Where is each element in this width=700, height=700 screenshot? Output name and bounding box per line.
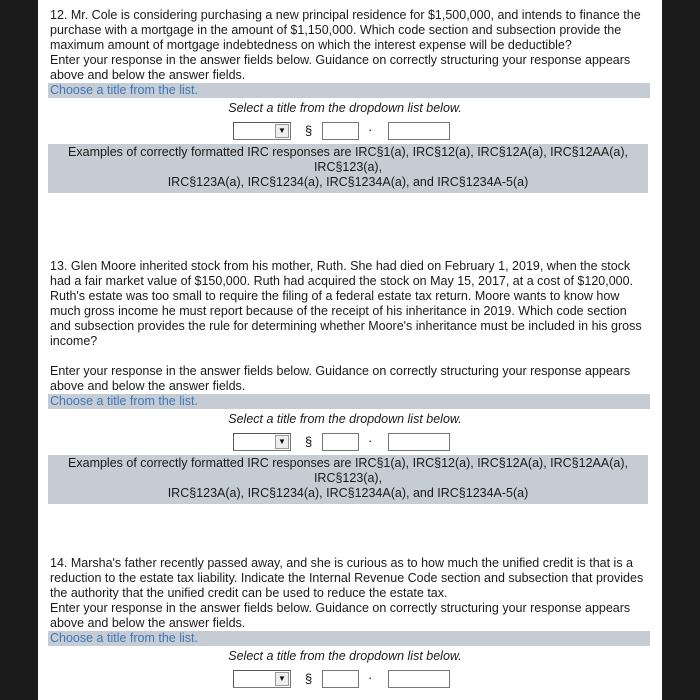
section-symbol: § bbox=[305, 123, 313, 138]
title-dropdown[interactable] bbox=[233, 122, 291, 140]
separator-dot: · bbox=[368, 670, 373, 685]
question-13 bbox=[50, 259, 650, 504]
subsection-input[interactable] bbox=[388, 122, 450, 140]
question-12 bbox=[50, 8, 650, 193]
answer-instruction: Enter your response in the answer fields below. Guidance on correctly structuring your response appears above and below the answer fields. bbox=[50, 364, 631, 393]
question-text: 13. Glen Moore inherited stock from his mother, Ruth. She had died on February 1, 2019, when the stock had a fair market value of $150,000. Ruth had acquired the stock on May 15, 2017, at a cost of $120,000. Ruth's estate was too small to require the filing of a federal estate tax return. Moore wants to know how much gross income he must report because of the receipt of his inheritance in 2019. Which code section and subsection provides the rule for determining whether Moore's inheritance must be included in his gross income? bbox=[50, 259, 642, 348]
question-14 bbox=[50, 556, 650, 692]
section-number-input[interactable] bbox=[322, 670, 359, 688]
format-examples bbox=[48, 144, 648, 193]
dropdown-arrow-icon[interactable]: ▼ bbox=[275, 672, 289, 686]
section-symbol: § bbox=[305, 434, 313, 449]
dropdown-arrow-icon[interactable]: ▼ bbox=[275, 124, 289, 138]
question-text: 12. Mr. Cole is considering purchasing a new principal residence for $1,500,000, and intends to finance the purchase with a mortgage in the amount of $1,150,000. Which code section and subsection provide the maximum amount of mortgage indebtedness on which the interest expense will be deductible? bbox=[50, 8, 641, 52]
format-examples bbox=[48, 455, 648, 504]
answer-instruction: Enter your response in the answer fields below. Guidance on correctly structuring your response appears above and below the answer fields. bbox=[50, 53, 631, 82]
answer-instruction: Enter your response in the answer fields below. Guidance on correctly structuring your response appears above and below the answer fields. bbox=[50, 601, 631, 630]
subsection-input[interactable] bbox=[388, 670, 450, 688]
select-instruction: Select a title from the dropdown list below. bbox=[228, 649, 462, 663]
answer-row bbox=[50, 120, 650, 144]
section-number-input[interactable] bbox=[322, 122, 359, 140]
select-instruction: Select a title from the dropdown list below. bbox=[228, 101, 462, 115]
title-prompt-bar: Choose a title from the list. bbox=[48, 394, 650, 409]
select-instruction: Select a title from the dropdown list below. bbox=[228, 412, 462, 426]
section-symbol: § bbox=[305, 671, 313, 686]
answer-row bbox=[50, 668, 650, 692]
examples-line-2: IRC§123A(a), IRC§1234(a), IRC§1234A(a), and IRC§1234A-5(a) bbox=[167, 175, 529, 189]
dropdown-arrow-icon[interactable]: ▼ bbox=[275, 435, 289, 449]
title-prompt-bar: Choose a title from the list. bbox=[48, 83, 650, 98]
examples-line-1: Examples of correctly formatted IRC responses are IRC§1(a), IRC§12(a), IRC§12A(a), IRC§12AA(a), IRC§123(a), bbox=[68, 145, 628, 174]
subsection-input[interactable] bbox=[388, 433, 450, 451]
title-prompt-bar: Choose a title from the list. bbox=[48, 631, 650, 646]
question-text: 14. Marsha's father recently passed away, and she is curious as to how much the unified credit is that is a reduction to the estate tax liability. Indicate the Internal Revenue Code section and subsection that provides the authority that the unified credit can be used to reduce the estate tax. bbox=[50, 556, 644, 600]
title-dropdown[interactable] bbox=[233, 670, 291, 688]
separator-dot: · bbox=[368, 122, 373, 137]
examples-line-2: IRC§123A(a), IRC§1234(a), IRC§1234A(a), and IRC§1234A-5(a) bbox=[167, 486, 529, 500]
separator-dot: · bbox=[368, 433, 373, 448]
title-dropdown[interactable] bbox=[233, 433, 291, 451]
examples-line-1: Examples of correctly formatted IRC responses are IRC§1(a), IRC§12(a), IRC§12A(a), IRC§12AA(a), IRC§123(a), bbox=[68, 456, 628, 485]
section-number-input[interactable] bbox=[322, 433, 359, 451]
answer-row bbox=[50, 431, 650, 455]
document-page bbox=[38, 0, 662, 700]
